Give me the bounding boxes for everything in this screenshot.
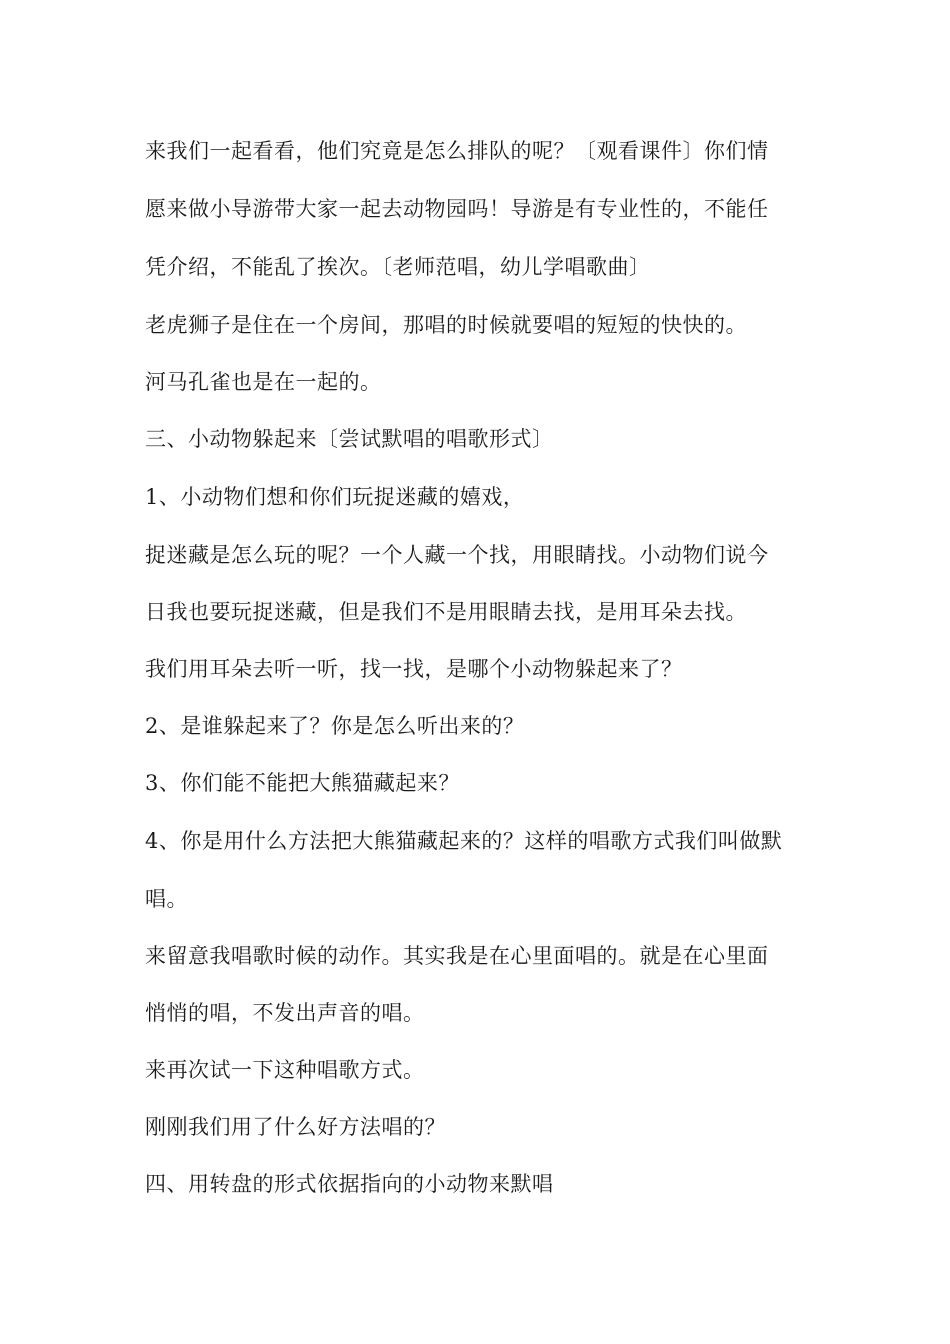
- text-line: 唱。: [145, 887, 188, 911]
- text-line: 老虎狮子是住在一个房间，那唱的时候就要唱的短短的快快的。: [145, 313, 747, 337]
- list-item: 3、你们能不能把大熊猫藏起来？: [145, 771, 460, 795]
- section-heading: 三、小动物躲起来〔尝试默唱的唱歌形式〕: [145, 427, 554, 451]
- text-line: 来再次试一下这种唱歌方式。: [145, 1058, 425, 1082]
- text-line: 我们用耳朵去听一听，找一找，是哪个小动物躲起来了？: [145, 657, 683, 681]
- text-line: 刚刚我们用了什么好方法唱的？: [145, 1115, 446, 1139]
- section-heading: 四、用转盘的形式依据指向的小动物来默唱: [145, 1172, 554, 1196]
- list-item: 2、是谁躲起来了？你是怎么听出来的？: [145, 714, 525, 738]
- text-line: 来留意我唱歌时候的动作。其实我是在心里面唱的。就是在心里面: [145, 944, 769, 968]
- text-line: 河马孔雀也是在一起的。: [145, 370, 382, 394]
- text-line: 悄悄的唱，不发出声音的唱。: [145, 1001, 425, 1025]
- list-item: 1、小动物们想和你们玩捉迷藏的嬉戏，: [145, 485, 525, 509]
- text-line: 来我们一起看看，他们究竟是怎么排队的呢？〔观看课件〕你们情: [145, 139, 769, 163]
- list-item: 4、你是用什么方法把大熊猫藏起来的？这样的唱歌方式我们叫做默: [145, 829, 783, 853]
- text-line: 日我也要玩捉迷藏，但是我们不是用眼睛去找，是用耳朵去找。: [145, 600, 747, 624]
- text-line: 愿来做小导游带大家一起去动物园吗！导游是有专业性的，不能任: [145, 197, 769, 221]
- text-line: 捉迷藏是怎么玩的呢？一个人藏一个找，用眼睛找。小动物们说今: [145, 543, 769, 567]
- text-line: 凭介绍，不能乱了挨次。〔老师范唱，幼儿学唱歌曲〕: [145, 255, 651, 279]
